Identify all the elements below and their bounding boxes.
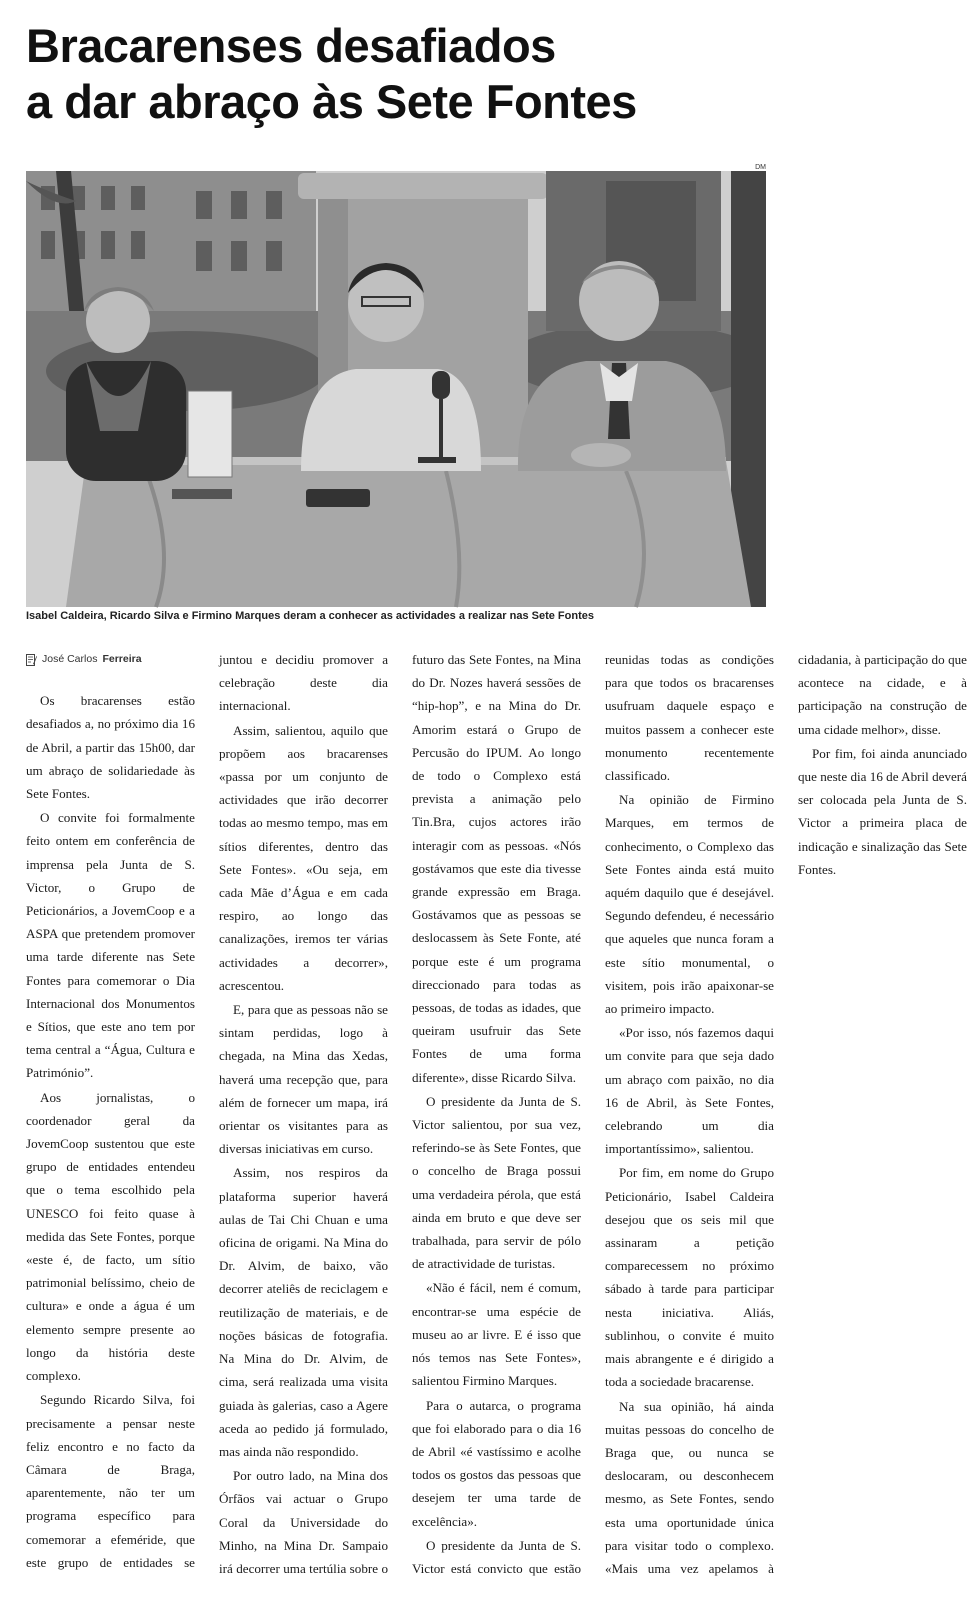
article-paragraph: Assim, nos respiros da plataforma superior haverá aulas de Tai Chi Chuan e uma oficina de origami. Na Mina do Dr. Alvim, de baixo, vão decorrer ateliês de reciclagem e reutilização de materiais, e de noções básicas de fotografia. Na Mina do Dr. Alvim, de cima, será realizada uma visita guiada às galerias, caso a Agere aceda ao pedido já formulado, mas ainda não respondido. [219,1165,388,1459]
photo-fountain-top [298,173,548,199]
press-conference-photo [26,171,766,607]
article-paragraph: Na sua opinião, há ainda muitas pessoas do concelho de Braga que, ou nunca se deslocaram, ou desconhecem mesmo, as Sete Fontes, sendo esta uma oportunidade única para visitar todo o complexo. «Mais uma vez apelamos à cidadania, à participação do que acontece na cidade, e à participação na construção de uma cidade melhor», disse. [605,652,967,1576]
article-body [26,648,967,1593]
headline [26,18,786,130]
headline-line-2: a dar abraço às Sete Fontes [26,75,637,128]
byline [26,648,195,671]
article-paragraph: O convite foi formalmente feito ontem em conferência de imprensa pela Junta de S. Victor, o Grupo de Peticionários, a JovemCoop e a ASPA que pretendem promover uma tarde diferente nas Sete Fontes para comemorar o Dia Internacional dos Monumentos e Sítios, que este ano tem por tema central a “Água, Cultura e Património”. [26,810,195,1081]
article-paragraph: Por fim, em nome do Grupo Peticionário, Isabel Caldeira desejou que os seis mil que assinaram a petição comparecessem no próximo sábado à tarde para participar nesta iniciativa. Aliás, sublinhou, o convite é muito mais abrangente e é dirigido a toda a sociedade bracarense. [605,1165,774,1390]
photo-caption: Isabel Caldeira, Ricardo Silva e Firmino Marques deram a conhecer as actividades a realizar nas Sete Fontes [26,610,594,622]
article-paragraph: Assim, salientou, aquilo que propõem aos bracarenses «passa por um conjunto de actividades que irão decorrer todas ao mesmo tempo, mas em sítios diferentes, dentro das Sete Fontes». «Ou seja, em cada Mãe d’Água e em cada respiro, ao longo das canalizações, iremos ter várias actividades a decorrer», acrescentou. [219,722,388,993]
photo-illustration [26,171,766,607]
headline-line-1: Bracarenses desafiados [26,19,556,72]
photo-credit: DM [755,164,766,171]
byline-last-name: Ferreira [102,653,142,665]
article-paragraph: Segundo Ricardo Silva, foi precisamente a pensar neste feliz encontro e no facto da Câmara de Braga, aparentemente, não ter um programa específico para comemorar a efeméride, que este grupo de entidades se juntou e decidiu promover a celebração deste dia internacional. [26,652,388,1570]
article-paragraph: Por outro lado, na Mina dos Órfãos vai actuar o Grupo Coral da Universidade do Minho, na Mina Dr. Sampaio irá decorrer uma tertúlia sobre o futuro das Sete Fontes, na Mina do Dr. Nozes haverá sessões de “hip-hop”, e na Mina do Dr. Amorim estará o Grupo de Percusão do IPUM. Ao longo de todo o Complexo está prevista a animação pelo Tin.Bra, cujos actores irão interagir com as pessoas. «Nós gostávamos que este dia tivesse grande expressão em Braga. Gostávamos que as pessoas se deslocassem às Sete Fonte, até porque este é um programa direccionado para todas as pessoas, de todas as idades, que queiram usufruir das Sete Fontes de uma forma diferente», disse Ricardo Silva. [219,652,581,1576]
photo-recorder [306,489,370,507]
article-paragraph: Por fim, foi ainda anunciado que neste dia 16 de Abril deverá ser colocada pela Junta de S. Victor a primeira placa de indicação e sinalização das Sete Fontes. [798,745,967,877]
article-paragraph: «Por isso, nós fazemos daqui um convite para que seja dado um abraço com paixão, no dia 16 de Abril, às Sete Fontes, celebrando um dia importantíssimo», salientou. [605,1025,774,1157]
article-paragraph: Na opinião de Firmino Marques, em termos de conhecimento, o Complexo das Sete Fontes ainda está muito aquém daquilo que é desejável. Segundo defendeu, é necessário que aqueles que nunca foram a este sítio monumental, o visitem, pois irão apaixonar-se ao primeiro impacto. [605,792,774,1017]
article-paragraph: E, para que as pessoas não se sintam perdidas, logo à chegada, na Mina das Xedas, haverá uma recepção que, para além de fornecer um mapa, irá orientar os visitantes para as diversas iniciativas em curso. [219,1002,388,1157]
photo-book [188,391,232,477]
byline-first-name: José Carlos [42,653,98,665]
photo-table [66,461,751,607]
article-paragraph: «Não é fácil, nem é comum, encontrar-se uma espécie de museu ao ar livre. E é isso que nós temos nas Sete Fontes», salientou Firmino Marques. [412,1280,581,1389]
article-paragraph: Para o autarca, o programa que foi elaborado para o dia 16 de Abril «é vastíssimo e acolhe todos os gostos das pessoas que desejem ter uma tarde de excelência». [412,1397,581,1529]
article-paragraph: Aos jornalistas, o coordenador geral da JovemCoop sustentou que este grupo de entidades entendeu que o tema escolhido pela UNESCO foi feito quase à medida das Sete Fontes, porque «este é, de facto, um sítio patrimonial belíssimo, cheio de cultura» e onde a água é um elemento sempre presente ao longo da história deste complexo. [26,1089,195,1384]
article-paragraph: Os bracarenses estão desafiados a, no próximo dia 16 de Abril, a partir das 15h00, dar um abraço de solidariedade às Sete Fontes. [26,693,195,802]
pen-icon [26,654,37,666]
article-paragraph: O presidente da Junta de S. Victor salientou, por sua vez, referindo-se às Sete Fontes, que o concelho de Braga possui uma verdadeira pérola, que está ainda em bruto e que deve ser trabalhada, para servir de pólo de atractividade de turistas. [412,1093,581,1272]
article-paragraph: O presidente da Junta de S. Victor está convicto que estão reunidas todas as condições para que todos os bracarenses usufruam daquele espaço e muitos passem a conhecer este monumento recentemente classificado. [412,652,774,1576]
